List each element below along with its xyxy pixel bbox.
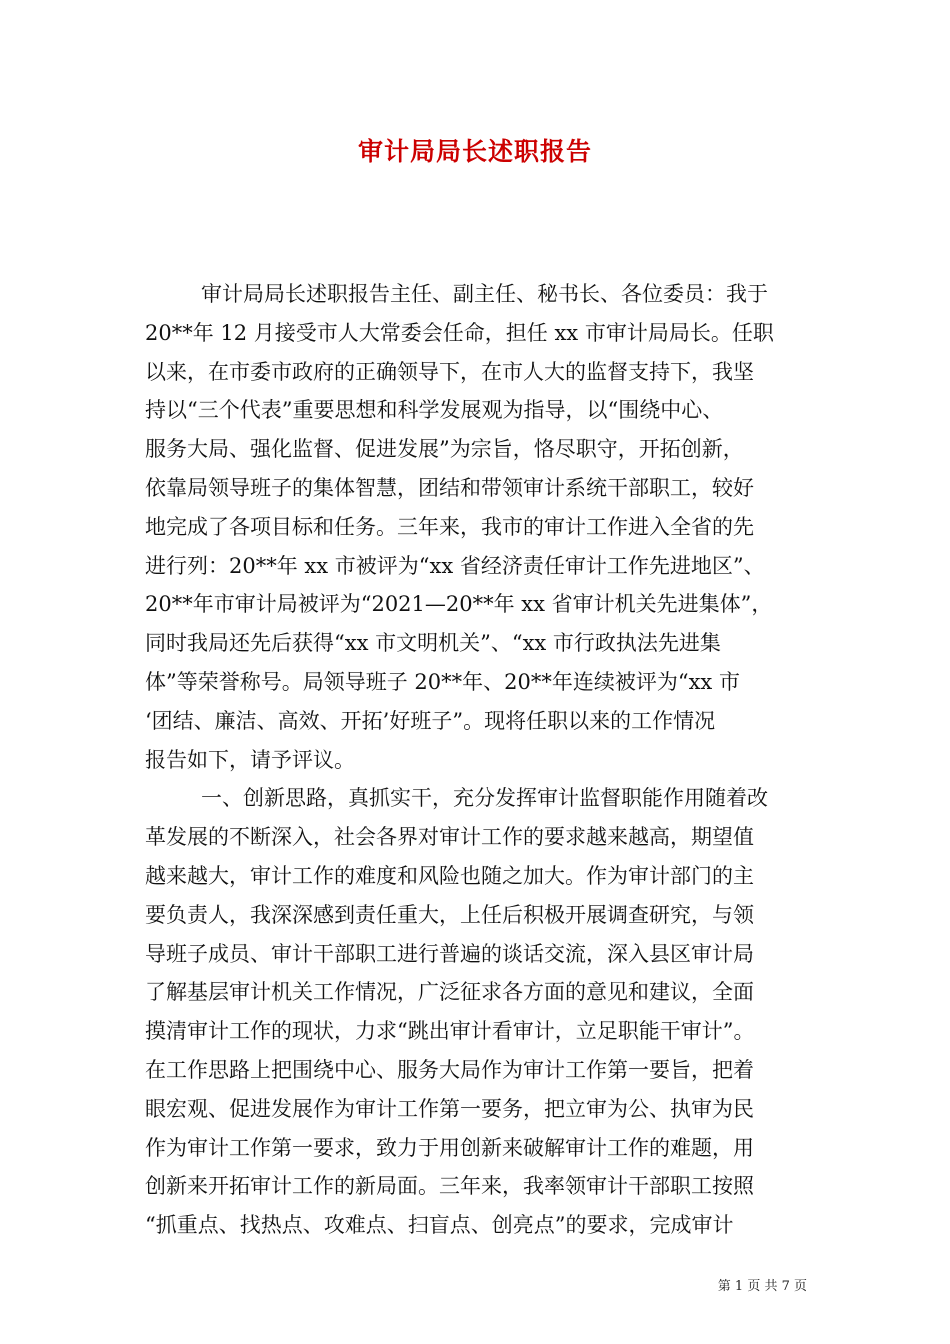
paragraph-line: 要负责人，我深深感到责任重大，上任后积极开展调查研究，与领 <box>145 902 754 927</box>
paragraph-line: 了解基层审计机关工作情况，广泛征求各方面的意见和建议，全面 <box>145 980 754 1005</box>
paragraph-line: 20**年 12 月接受市人大常委会任命，担任 xx 市审计局局长。任职 <box>145 320 774 345</box>
paragraph-line: 审计局局长述职报告主任、副主任、秘书长、各位委员：我于 <box>201 282 768 306</box>
paragraph-line: 20**年市审计局被评为“2021—20**年 xx 省审计机关先进集体”， <box>145 592 773 617</box>
paragraph-line: 越来越大，审计工作的难度和风险也随之加大。作为审计部门的主 <box>145 863 754 888</box>
paragraph-line: 依靠局领导班子的集体智慧，团结和带领审计系统干部职工，较好 <box>145 475 754 500</box>
paragraph-line: 以来，在市委市政府的正确领导下，在市人大的监督支持下，我坚 <box>145 359 754 384</box>
paragraph-line: 作为审计工作第一要求，致力于用创新来破解审计工作的难题，用 <box>145 1135 754 1160</box>
paragraph-line: 在工作思路上把围绕中心、服务大局作为审计工作第一要旨，把着 <box>145 1057 754 1082</box>
paragraph-line: 地完成了各项目标和任务。三年来，我市的审计工作进入全省的先 <box>145 514 754 539</box>
paragraph-line: 体”等荣誉称号。局领导班子 20**年、20**年连续被评为“xx 市 <box>145 669 740 694</box>
document-body <box>145 275 807 1245</box>
paragraph-line: 摸清审计工作的现状，力求“跳出审计看审计，立足职能干审计”。 <box>145 1019 755 1044</box>
paragraph-line: “抓重点、找热点、攻难点、扫盲点、创亮点”的要求，完成审计 <box>145 1213 734 1238</box>
paragraph-line: 报告如下，请予评议。 <box>145 747 355 772</box>
paragraph-line: 一、创新思路，真抓实干，充分发挥审计监督职能作用随着改 <box>201 786 768 811</box>
page-number: 第 1 页 共 7 页 <box>717 1279 807 1294</box>
paragraph-line: 革发展的不断深入，社会各界对审计工作的要求越来越高，期望值 <box>145 825 754 850</box>
paragraph-line: 创新来开拓审计工作的新局面。三年来，我率领审计干部职工按照 <box>145 1174 754 1199</box>
paragraph-line: 进行列：20**年 xx 市被评为“xx 省经济责任审计工作先进地区”、 <box>145 553 765 578</box>
paragraph-line: ‘团结、廉洁、高效、开拓’好班子”。现将任职以来的工作情况 <box>145 708 716 733</box>
paragraph-line: 眼宏观、促进发展作为审计工作第一要务，把立审为公、执审为民 <box>145 1096 754 1121</box>
paragraph-line: 持以“三个代表”重要思想和科学发展观为指导，以“围绕中心、 <box>145 398 724 423</box>
paragraph-line: 导班子成员、审计干部职工进行普遍的谈话交流，深入县区审计局 <box>145 941 754 966</box>
document-title: 审计局局长述职报告 <box>357 137 592 166</box>
paragraph-line: 服务大局、强化监督、促进发展”为宗旨，恪尽职守，开拓创新， <box>145 437 744 462</box>
paragraph-line: 同时我局还先后获得“xx 市文明机关”、“xx 市行政执法先进集 <box>145 631 721 656</box>
